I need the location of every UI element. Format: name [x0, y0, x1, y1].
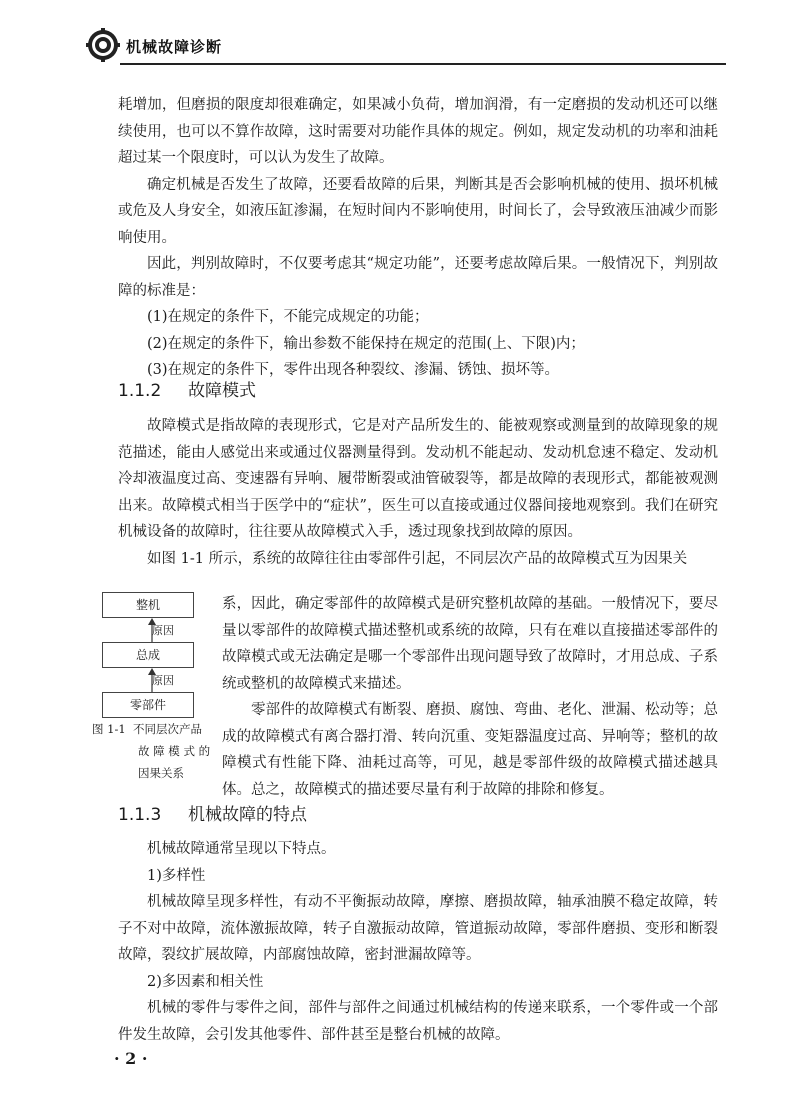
header-rule: [120, 63, 726, 65]
caption-line-1: 不同层次产品: [133, 722, 202, 736]
box-whole-machine: 整机: [102, 592, 194, 618]
section-number: 1.1.3: [118, 805, 162, 825]
caption-line-2: 故 障 模 式 的: [138, 744, 211, 758]
box-component: 零部件: [102, 692, 194, 718]
component-failure-modes: 零部件的故障模式有断裂、磨损、腐蚀、弯曲、老化、泄漏、松动等；总成的故障模式有离合器打滑、转向沉重、变矩器温度过高、异响等；整机的故障模式有性能下降、油耗过高等，可见，越是零部件级的故障模式描述越具体。总之，故障模式的描述要尽量有利于故障的排除和修复。: [222, 702, 718, 798]
section-heading-1-1-3: [118, 800, 307, 825]
failure-mode-paragraph: 故障模式是指故障的表现形式，它是对产品所发生的、能被观察或测量到的故障现象的规范描述，能由人感觉出来或通过仪器测量得到。发动机不能起动、发动机怠速不稳定、发动机冷却液温度过高、变速器有异响、履带断裂或油管破裂等，都是故障的表现形式，都能被观测出来。故障模式相当于医学中的“症状”，医生可以直接或通过仪器间接地观察到。我们在研究机械设备的故障时，往往要从故障模式入手，透过现象找到故障的原因。: [118, 418, 718, 540]
caption-line-3: 因果关系: [138, 766, 184, 780]
intro-paragraph-1: 耗增加，但磨损的限度却很难确定，如果减小负荷，增加润滑，有一定磨损的发动机还可以继续使用，也可以不算作故障，这时需要对功能作具体的规定。例如，规定发动机的功率和油耗超过某一个限度时，可以认为发生了故障。: [118, 97, 718, 166]
features-intro: 机械故障通常呈现以下特点。: [147, 841, 336, 857]
figure-caption: [92, 718, 212, 784]
feature-1-heading: 1)多样性: [147, 867, 206, 884]
criteria-item-1: (1)在规定的条件下，不能完成规定的功能；: [147, 309, 429, 325]
section-heading-1-1-2: [118, 376, 256, 401]
figure-wrap-text: [222, 591, 718, 803]
intro-paragraph-3: 因此，判别故障时，不仅要考虑其“规定功能”，还要考虑故障后果。一般情况下，判别故障的标准是：: [118, 256, 718, 299]
feature-2-body: 机械的零件与零件之间，部件与部件之间通过机械结构的传递来联系，一个零件或一个部件发生故障，会引发其他零件、部件甚至是整台机械的故障。: [118, 1000, 718, 1043]
criteria-item-3: (3)在规定的条件下，零件出现各种裂纹、渗漏、锈蚀、损坏等。: [147, 362, 560, 378]
feature-2-heading: 2)多因素和相关性: [147, 973, 264, 990]
section-title: 机械故障的特点: [188, 805, 307, 825]
section-number: 1.1.2: [118, 381, 162, 401]
section-1-1-2-body: [118, 413, 718, 572]
cause-label-2: 原因: [152, 674, 174, 687]
figure-description: 系，因此，确定零部件的故障模式是研究整机故障的基础。一般情况下，要尽量以零部件的故障模式描述整机或系统的故障，只有在难以直接描述零部件的故障模式或无法确定是哪一个零部件出现问题导致了故障时，才用总成、子系统或整机的故障模式来描述。: [222, 596, 718, 692]
caption-label: 图 1-1: [92, 722, 126, 736]
figure-1-1: [92, 590, 200, 710]
criteria-item-2: (2)在规定的条件下，输出参数不能保持在规定的范围(上、下限)内；: [147, 335, 585, 352]
running-header: [86, 28, 726, 68]
section-1-1-3-body: [118, 836, 718, 1048]
gear-icon: [86, 28, 120, 62]
intro-paragraph-2: 确定机械是否发生了故障，还要看故障的后果，判断其是否会影响机械的使用、损坏机械或危及人身安全，如液压缸渗漏，在短时间内不影响使用，时间长了，会导致液压油减少而影响使用。: [118, 176, 718, 246]
header-title: 机械故障诊断: [126, 38, 223, 56]
cause-label-1: 原因: [152, 624, 174, 637]
section-title: 故障模式: [188, 381, 256, 401]
figure-reference-lead: 如图 1-1 所示，系统的故障往往由零部件引起，不同层次产品的故障模式互为因果关: [147, 550, 688, 567]
page-number: · 2 ·: [114, 1049, 148, 1068]
box-assembly: 总成: [102, 642, 194, 668]
intro-block: [118, 92, 718, 384]
feature-1-body: 机械故障呈现多样性，有动不平衡振动故障，摩擦、磨损故障，轴承油膜不稳定故障，转子不对中故障，流体激振故障，转子自激振动故障，管道振动故障，零部件磨损、变形和断裂故障，裂纹扩展故障，内部腐蚀故障，密封泄漏故障等。: [118, 894, 718, 963]
